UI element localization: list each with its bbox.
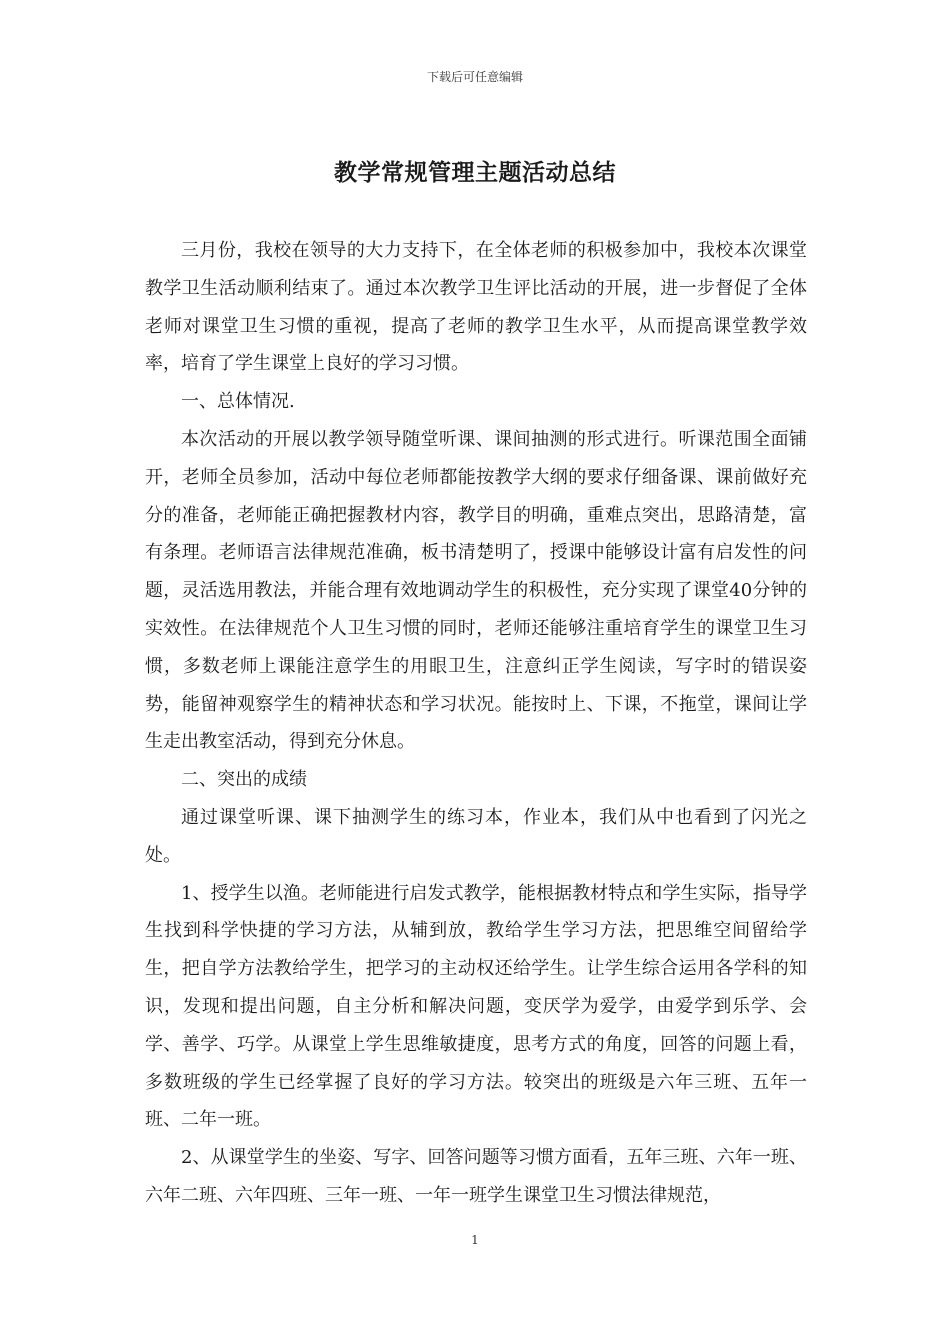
- document-body: [145, 232, 807, 1215]
- paragraph-intro: 三月份，我校在领导的大力支持下，在全体老师的积极参加中，我校本次课堂教学卫生活动顺利结束了。通过本次教学卫生评比活动的开展，进一步督促了全体老师对课堂卫生习惯的重视，提高了老师的教学卫生水平，从而提高课堂教学效率，培育了学生课堂上良好的学习习惯。: [145, 240, 807, 375]
- document-title: 教学常规管理主题活动总结: [334, 159, 616, 186]
- paragraph-point-1: 1、授学生以渔。老师能进行启发式教学，能根据教材特点和学生实际，指导学生找到科学快捷的学习方法，从辅到放，教给学生学习方法，把思维空间留给学生，把自学方法教给学生，把学习的主动权还给学生。让学生综合运用各学科的知识，发现和提出问题，自主分析和解决问题，变厌学为爱学，由爱学到乐学、会学、善学、巧学。从课堂上学生思维敏捷度，思考方式的角度，回答的问题上看，多数班级的学生已经掌握了良好的学习方法。较突出的班级是六年三班、五年一班、二年一班。: [145, 882, 807, 1131]
- section-heading-achievements: 二、突出的成绩: [181, 769, 307, 791]
- paragraph-achievements-intro: 通过课堂听课、课下抽测学生的练习本，作业本，我们从中也看到了闪光之处。: [145, 806, 807, 866]
- paragraph-overall: 本次活动的开展以教学领导随堂听课、课间抽测的形式进行。听课范围全面铺开，老师全员参加，活动中每位老师都能按教学大纲的要求仔细备课、课前做好充分的准备，老师能正确把握教材内容，教学目的明确，重难点突出，思路清楚，富有条理。老师语言法律规范准确，板书清楚明了，授课中能够设计富有启发性的问题，灵活选用教法，并能合理有效地调动学生的积极性，充分实现了课堂40分钟的实效性。在法律规范个人卫生习惯的同时，老师还能够注重培育学生的课堂卫生习惯，多数老师上课能注意学生的用眼卫生，注意纠正学生阅读，写字时的错误姿势，能留神观察学生的精神状态和学习状况。能按时上、下课，不拖堂，课间让学生走出教室活动，得到充分休息。: [145, 428, 807, 753]
- page-header-note: 下载后可任意编辑: [426, 70, 523, 84]
- paragraph-point-2: 2、从课堂学生的坐姿、写字、回答问题等习惯方面看，五年三班、六年一班、六年二班、六年四班、三年一班、一年一班学生课堂卫生习惯法律规范，: [145, 1147, 807, 1206]
- section-heading-overall: 一、总体情况.: [181, 391, 295, 413]
- page-number: 1: [471, 1233, 479, 1247]
